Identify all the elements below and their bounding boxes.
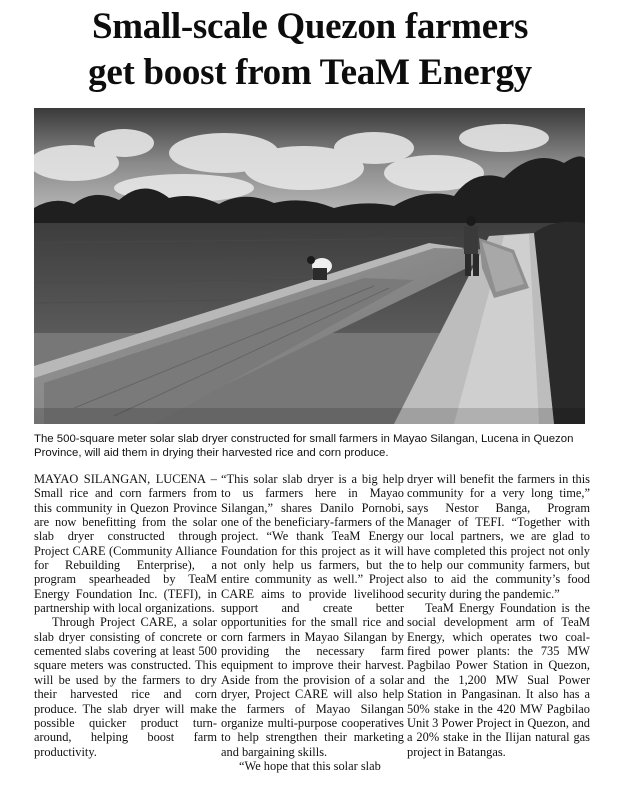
paragraph: “We hope that this solar slab xyxy=(239,758,381,773)
paragraph: Through Project CARE, a solar slab dryer consisting of concrete or cemented slabs covering at least 500 square meters was constructed. This will be used by the farmers to dry their harvested rice and corn produce. The slab dryer will make possible quicker product turn-around, helping boost farm productivity. xyxy=(34,615,217,759)
article-column-2 xyxy=(221,472,404,773)
paragraph: MAYAO SILANGAN, LUCENA – Small rice and corn farmers from this community in Quezon Province are now benefitting from the solar slab dryer constructed through Project CARE (Community Alliance for Rebuilding Enterprise), a program spearheaded by TeaM Energy Foundation Inc. (TEFI), in partnership with local organizations. xyxy=(34,472,217,616)
article-column-1 xyxy=(34,472,217,759)
paragraph: TeaM Energy Foundation is the social development arm of TeaM Energy, which operates two coal-fired power plants: the 735 MW Pagbilao Power Station in Quezon, and the 1,200 MW Sual Power Station in Pangasinan. It also has a 50% stake in the 420 MW Pagbilao Unit 3 Power Project in Quezon, and a 20% stake in the Ilijan natural gas project in Batangas. xyxy=(407,601,590,759)
solar-dryer-photo xyxy=(34,108,585,424)
headline-line-1: Small-scale Quezon farmers xyxy=(91,6,529,47)
article-column-3 xyxy=(407,472,590,759)
paragraph: “This solar slab dryer is a big help to us farmers here in Mayao Silangan,” shares Danilo Pornobi, one of the beneficiary-farmers of the project. “We thank TeaM Energy Foundation for this project as it will not only help us farmers, but the entire community as well.” Project CARE aims to provide livelihood support and create better opportunities for the small rice and corn farmers in Mayao Silangan by providing the necessary farm equipment to improve their harvest. Aside from the provision of a solar dryer, Project CARE will also help the farmers of Mayao Silangan organize multi-purpose cooperatives to help strengthen their marketing and bargaining skills. xyxy=(221,472,404,759)
headline-line-2: get boost from TeaM Energy xyxy=(88,52,532,93)
headline xyxy=(0,4,620,96)
news-photo xyxy=(34,108,585,424)
paragraph: dryer will benefit the farmers in this community for a very long time,” says Nestor Banga, Program Manager of TEFI. “Together with our local partners, we are glad to have completed this project not only to help our community farmers, but also to aid the community’s food security during the pandemic.” xyxy=(407,472,590,601)
photo-caption: The 500-square meter solar slab dryer constructed for small farmers in Mayao Silangan, Lucena in Quezon Province, will aid them in drying their harvested rice and corn produce. xyxy=(34,433,574,459)
